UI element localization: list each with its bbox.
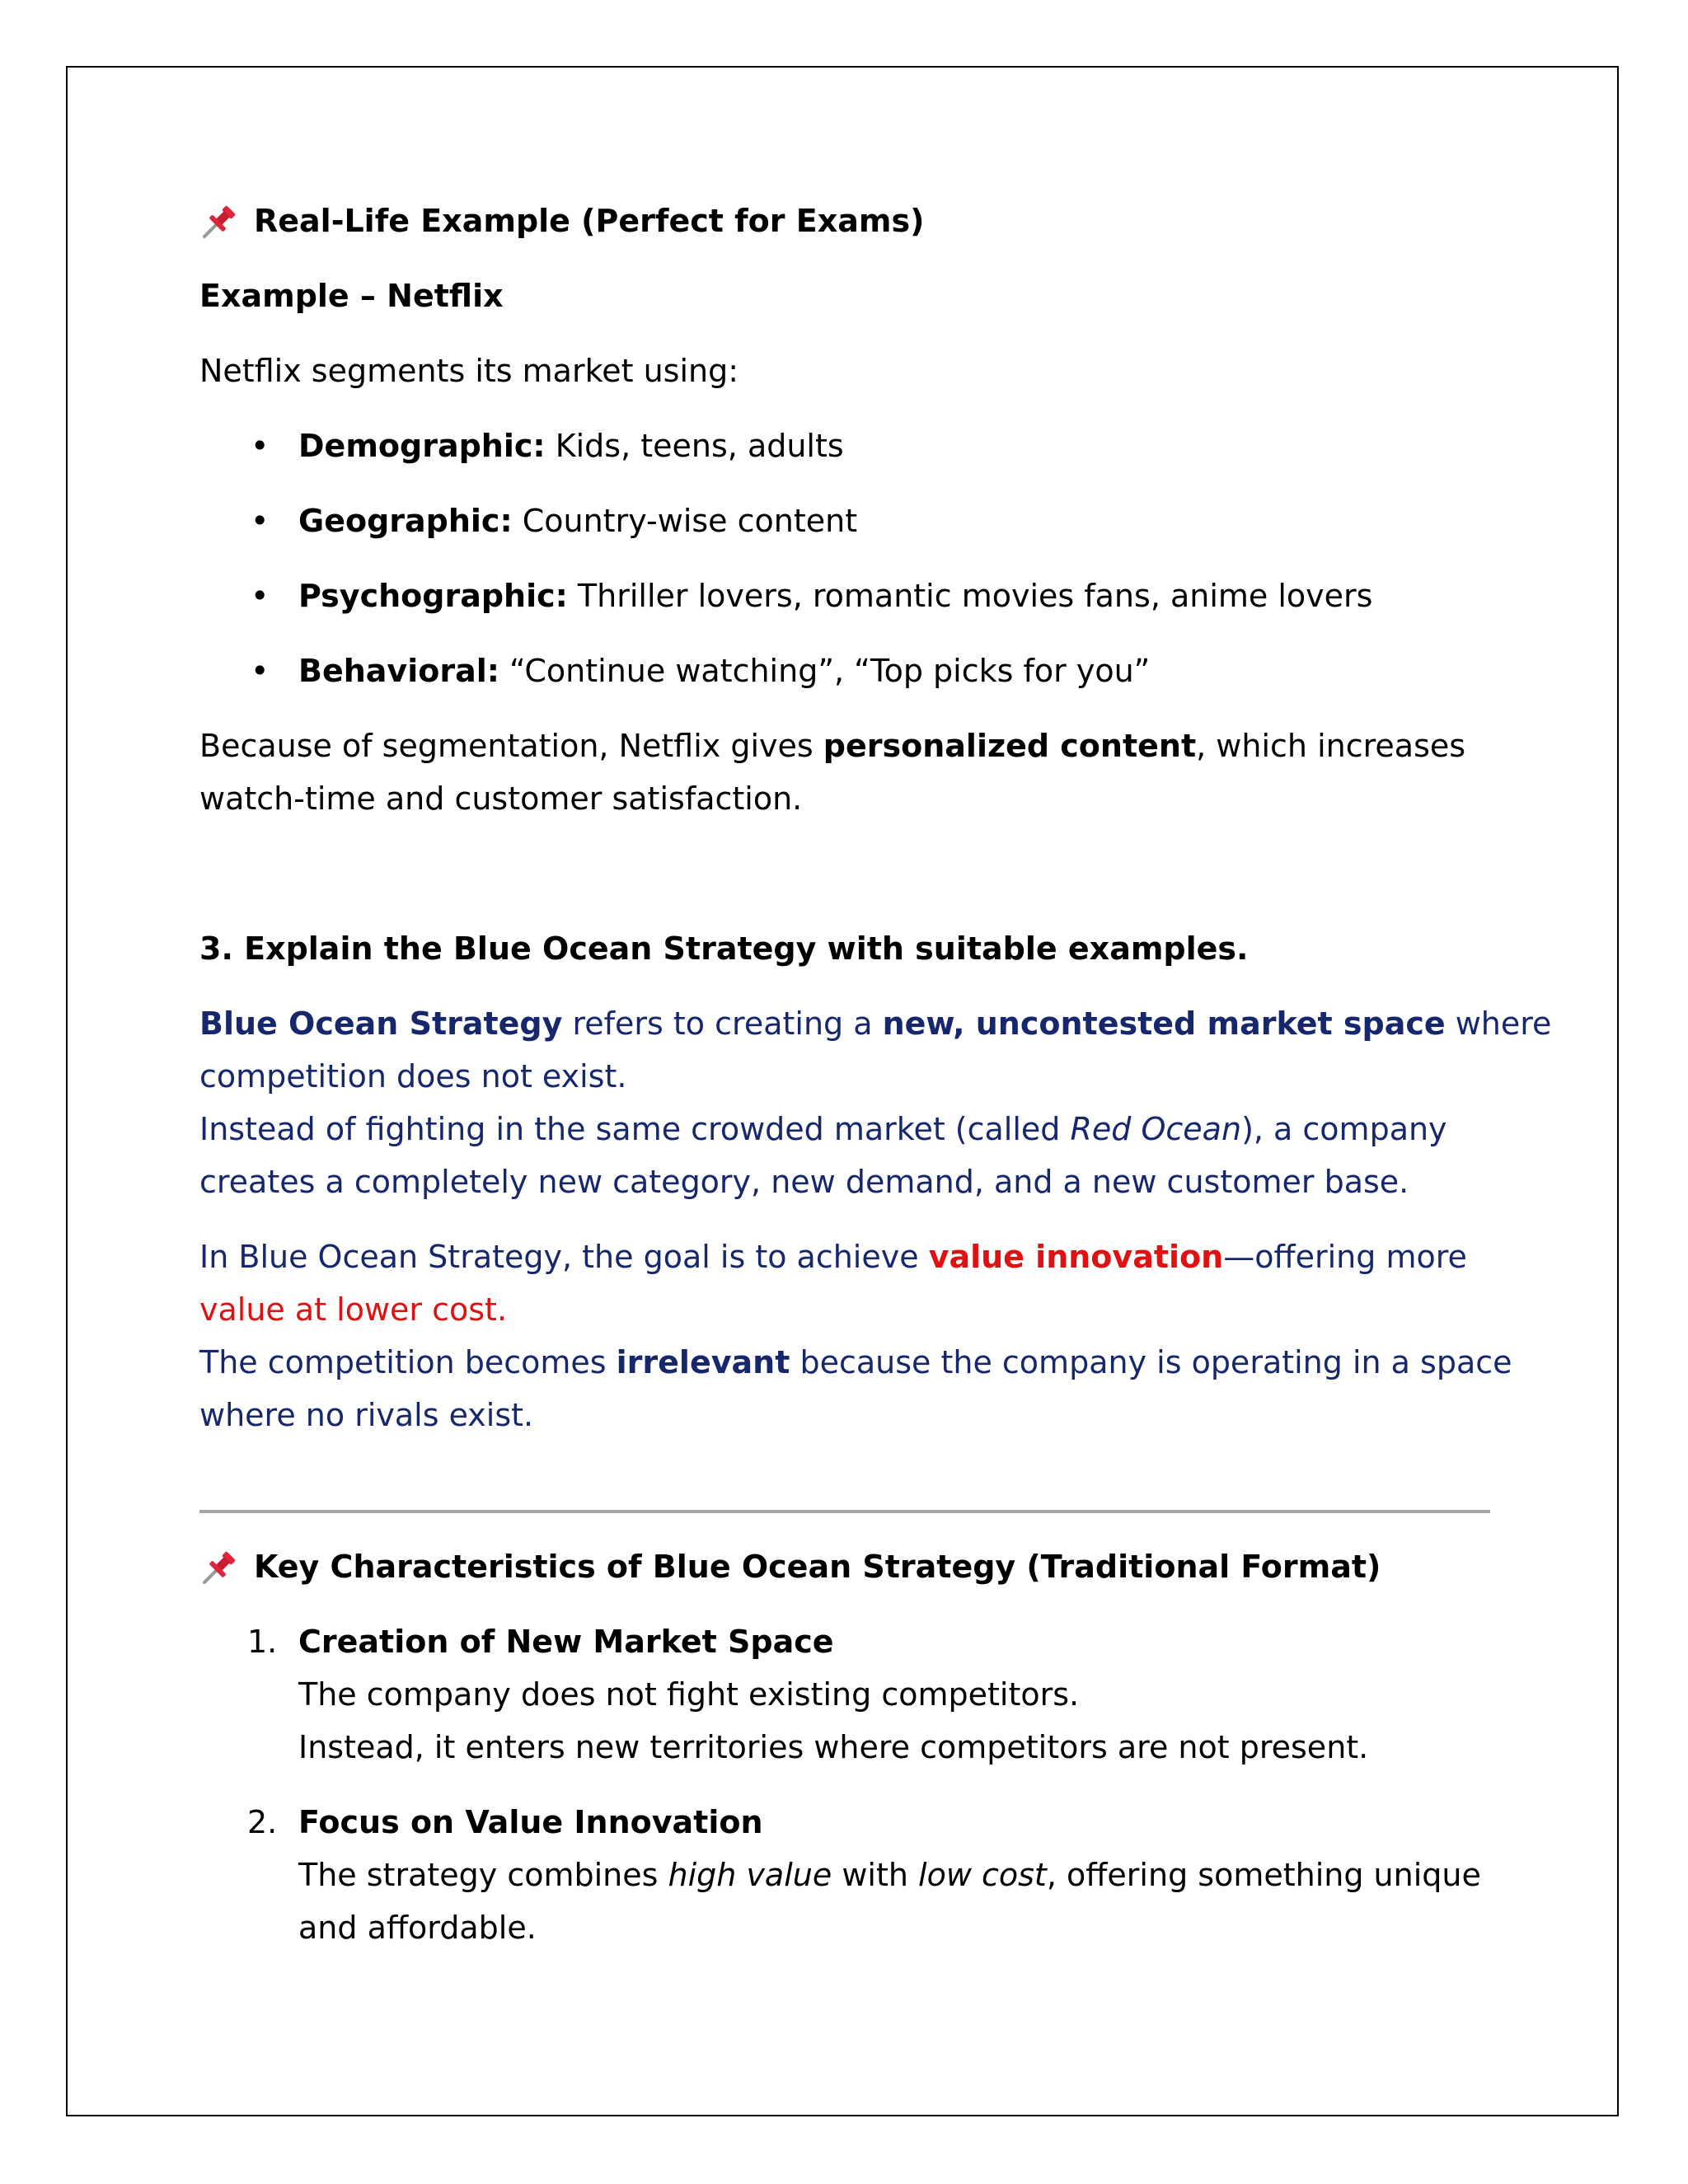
list-item-label: Demographic: [298, 428, 546, 464]
list-item [298, 577, 1372, 615]
conclusion-text: Because of segmentation, Netflix gives [199, 728, 823, 764]
para-text: —offering more [1223, 1239, 1467, 1275]
para-text: The strategy combines [298, 1857, 668, 1893]
para-text: with [832, 1857, 919, 1893]
horizontal-rule [199, 1510, 1490, 1513]
term-bold: new, uncontested market space [882, 1005, 1446, 1042]
term-bold: Blue Ocean Strategy [199, 1005, 563, 1042]
conclusion-line-1 [199, 727, 1465, 765]
pushpin-icon [199, 202, 239, 240]
blue-ocean-para1-line2: competition does not exist. [199, 1058, 627, 1094]
list-item-text: Country-wise content [512, 503, 858, 539]
blue-ocean-para1-line1 [199, 1005, 1551, 1043]
list-item [298, 652, 1150, 690]
para-text: In Blue Ocean Strategy, the goal is to achieve [199, 1239, 929, 1275]
term-italic: Red Ocean [1070, 1111, 1242, 1147]
para-text: , offering something unique [1046, 1857, 1481, 1893]
heading-text: Key Characteristics of Blue Ocean Strategy (Traditional Format) [254, 1549, 1381, 1585]
blue-ocean-para2-line1 [199, 1238, 1467, 1276]
blue-ocean-para1-line3 [199, 1110, 1447, 1148]
para-text: Instead of fighting in the same crowded market (called [199, 1111, 1071, 1147]
characteristic-text: Instead, it enters new territories where competitors are not present. [298, 1729, 1369, 1765]
section-heading-example [199, 202, 924, 240]
list-item-text: Thriller lovers, romantic movies fans, anime lovers [567, 578, 1373, 614]
characteristic-text [298, 1856, 1481, 1894]
bullet-dot: • [251, 653, 270, 689]
question-title: 3. Explain the Blue Ocean Strategy with suitable examples. [199, 930, 1249, 967]
conclusion-line-2: watch-time and customer satisfaction. [199, 780, 803, 817]
list-item [298, 427, 844, 465]
bullet-dot: • [251, 578, 270, 614]
subheading-netflix: Example – Netflix [199, 278, 504, 314]
term-italic: low cost [918, 1857, 1047, 1893]
list-item-text: “Continue watching”, “Top picks for you” [499, 653, 1151, 689]
para-text: because the company is operating in a space [790, 1344, 1512, 1380]
intro-text: Netflix segments its market using: [199, 353, 739, 389]
blue-ocean-para2-line4: where no rivals exist. [199, 1397, 534, 1433]
para-text: The competition becomes [199, 1344, 617, 1380]
term-red-bold: value innovation [928, 1239, 1224, 1275]
list-item-label: Psychographic: [298, 578, 568, 614]
bullet-dot: • [251, 503, 270, 539]
blue-ocean-para2-line2: value at lower cost. [199, 1291, 508, 1328]
pushpin-icon [199, 1548, 239, 1586]
characteristic-title: Focus on Value Innovation [298, 1804, 763, 1840]
term-italic: high value [668, 1857, 832, 1893]
section-heading-characteristics [199, 1548, 1381, 1586]
list-number: 1. [247, 1624, 278, 1660]
characteristic-text: and affordable. [298, 1910, 537, 1946]
conclusion-bold: personalized content [823, 728, 1197, 764]
characteristic-text: The company does not fight existing competitors. [298, 1676, 1080, 1713]
bullet-dot: • [251, 428, 270, 464]
term-bold: irrelevant [616, 1344, 790, 1380]
heading-text: Real-Life Example (Perfect for Exams) [254, 203, 925, 239]
conclusion-text: , which increases [1196, 728, 1466, 764]
list-item-label: Geographic: [298, 503, 513, 539]
list-item-text: Kids, teens, adults [545, 428, 844, 464]
characteristic-title: Creation of New Market Space [298, 1624, 834, 1660]
list-item [298, 502, 857, 540]
list-number: 2. [247, 1804, 278, 1840]
blue-ocean-para1-line4: creates a completely new category, new demand, and a new customer base. [199, 1164, 1409, 1200]
blue-ocean-para2-line3 [199, 1343, 1512, 1381]
list-item-label: Behavioral: [298, 653, 499, 689]
para-text: where [1445, 1005, 1552, 1042]
para-text: refers to creating a [562, 1005, 883, 1042]
para-text: ), a company [1241, 1111, 1447, 1147]
